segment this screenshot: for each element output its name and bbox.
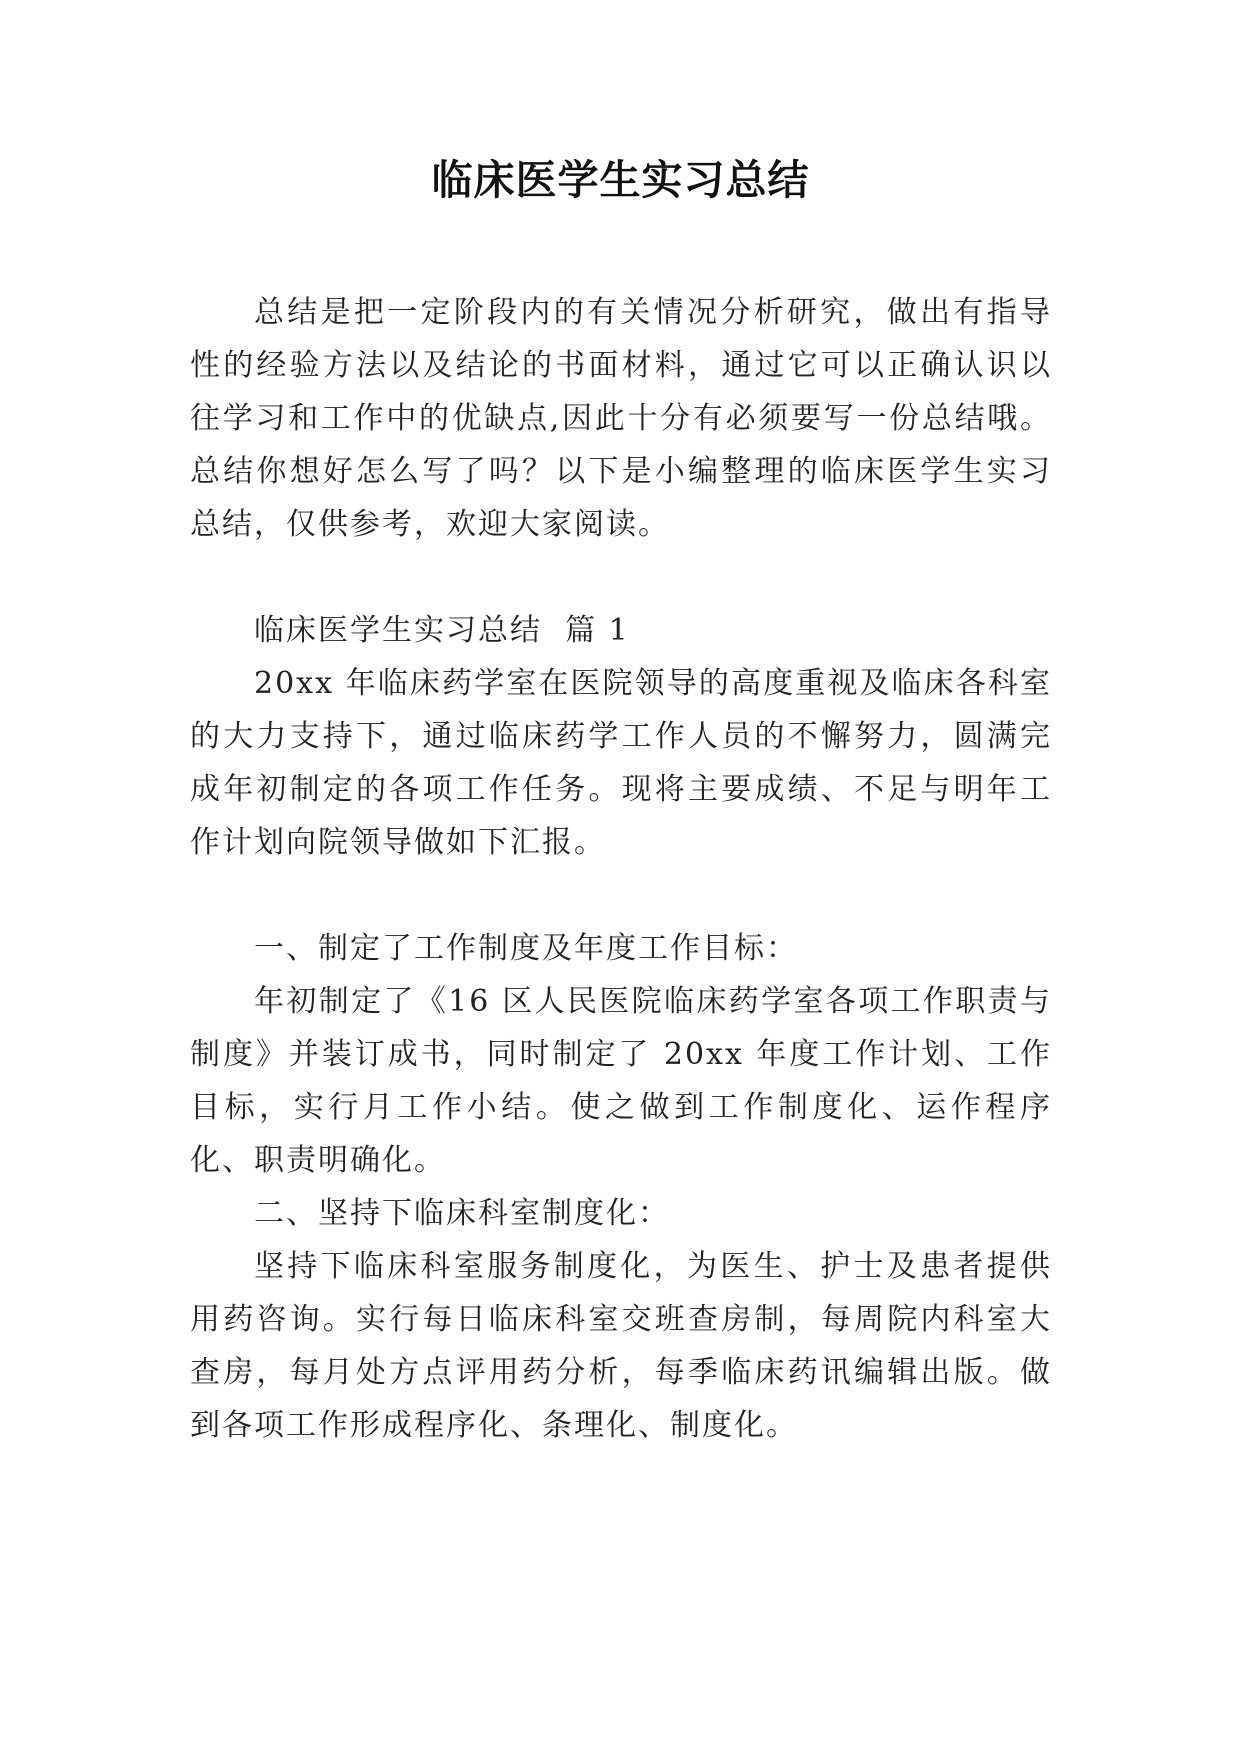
subheading-2: 二、坚持下临床科室制度化： — [254, 1196, 670, 1231]
section-heading: 临床医学生实习总结 篇 1 — [254, 613, 630, 648]
document-title: 临床医学生实习总结 — [431, 156, 810, 204]
subheading-1: 一、制定了工作制度及年度工作目标： — [254, 931, 798, 966]
body-paragraph-3: 坚持下临床科室服务制度化，为医生、护士及患者提供用药咨询。实行每日临床科室交班查房制，每周院内科室大查房，每月处方点评用药分析，每季临床药讯编辑出版。做到各项工作形成程序化、条理化、制度化。 — [190, 1249, 1052, 1443]
body-paragraph-2: 年初制定了《16 区人民医院临床药学室各项工作职责与制度》并装订成书，同时制定了 20xx 年度工作计划、工作目标，实行月工作小结。使之做到工作制度化、运作程序化、职责明确化。 — [190, 984, 1052, 1178]
body-paragraph-1: 20xx 年临床药学室在医院领导的高度重视及临床各科室的大力支持下，通过临床药学工作人员的不懈努力，圆满完成年初制定的各项工作任务。现将主要成绩、不足与明年工作计划向院领导做如下汇报。 — [190, 666, 1052, 860]
paragraph-spacer — [190, 551, 1052, 604]
document-body — [190, 286, 1052, 1452]
intro-paragraph: 总结是把一定阶段内的有关情况分析研究，做出有指导性的经验方法以及结论的书面材料，通过它可以正确认识以往学习和工作中的优缺点,因此十分有必须要写一份总结哦。总结你想好怎么写了吗？以下是小编整理的临床医学生实习总结，仅供参考，欢迎大家阅读。 — [190, 295, 1052, 542]
paragraph-spacer — [190, 869, 1052, 922]
